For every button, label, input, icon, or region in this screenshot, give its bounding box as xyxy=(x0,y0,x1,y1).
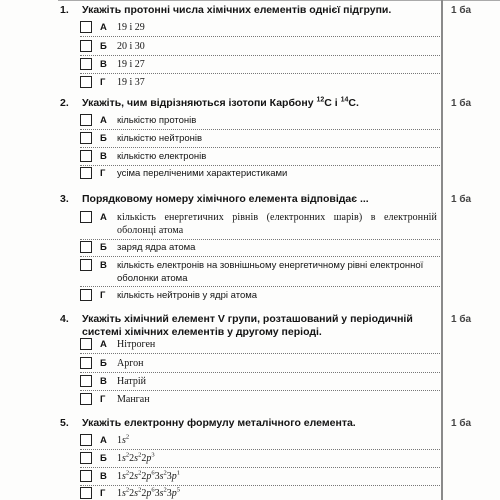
option-letter: А xyxy=(100,435,107,446)
option-text: Нітроген xyxy=(117,339,156,350)
option-text: Манган xyxy=(117,394,150,405)
option-letter: В xyxy=(100,260,107,271)
answer-checkbox[interactable] xyxy=(80,452,92,464)
option-text: 19 і 27 xyxy=(117,59,145,70)
option-letter: В xyxy=(100,471,107,482)
option-separator xyxy=(80,467,440,468)
question-text: Укажіть електронну формулу металічного елемента. xyxy=(82,417,356,429)
option-text: кількість нейтронів у ядрі атома xyxy=(117,290,258,301)
answer-checkbox[interactable] xyxy=(80,259,92,271)
option-text: кількістю нейтронів xyxy=(117,133,203,144)
option-separator xyxy=(80,129,440,130)
question-points: 1 ба xyxy=(451,98,472,109)
answer-checkbox[interactable] xyxy=(80,434,92,446)
answer-checkbox[interactable] xyxy=(80,357,92,369)
option-letter: Б xyxy=(100,133,107,144)
option-letter: А xyxy=(100,212,107,223)
answer-checkbox[interactable] xyxy=(80,150,92,162)
question-text: Укажіть протонні числа хімічних елементів однієї підгрупи. xyxy=(82,4,392,16)
option-letter: Г xyxy=(100,168,106,179)
option-separator xyxy=(80,55,440,56)
question-number: 4. xyxy=(60,313,69,325)
option-separator xyxy=(80,372,440,373)
option-separator xyxy=(80,239,440,240)
question-text: Укажіть, чим відрізняються ізотопи Карбону $^{12}$C і $^{14}$C. xyxy=(82,96,359,109)
option-text: 20 і 30 xyxy=(117,41,145,52)
option-text: 19 і 29 xyxy=(117,22,145,33)
question-points: 1 ба xyxy=(451,418,472,429)
option-letter: Б xyxy=(100,358,107,369)
points-column-divider xyxy=(441,0,443,500)
question-text: Порядковому номеру хімічного елемента відповідає ... xyxy=(82,193,369,205)
question-points: 1 ба xyxy=(451,5,472,16)
option-letter: Г xyxy=(100,290,106,301)
answer-checkbox[interactable] xyxy=(80,167,92,179)
option-letter: Г xyxy=(100,77,106,88)
option-separator xyxy=(80,286,440,287)
question-number: 1. xyxy=(60,4,69,16)
option-text: Натрій xyxy=(117,376,147,387)
option-letter: А xyxy=(100,22,107,33)
question-text: Укажіть хімічний елемент V групи, розташований у періодичній системі хімічних елементів у другому періоді. xyxy=(82,313,413,338)
option-letter: В xyxy=(100,59,107,70)
electron-formula: $1s^22s^22p^3$ xyxy=(117,451,155,464)
answer-checkbox[interactable] xyxy=(80,114,92,126)
option-separator xyxy=(80,36,440,37)
option-letter: А xyxy=(100,339,107,350)
option-separator xyxy=(80,165,440,166)
electron-formula: $1s^2$ xyxy=(117,433,130,446)
answer-checkbox[interactable] xyxy=(80,289,92,301)
answer-checkbox[interactable] xyxy=(80,21,92,33)
option-letter: Б xyxy=(100,453,107,464)
option-text: Аргон xyxy=(117,358,144,369)
answer-checkbox[interactable] xyxy=(80,58,92,70)
answer-checkbox[interactable] xyxy=(80,241,92,253)
option-letter: Г xyxy=(100,394,106,405)
answer-checkbox[interactable] xyxy=(80,211,92,223)
question-number: 3. xyxy=(60,193,69,205)
option-separator xyxy=(80,353,440,354)
answer-checkbox[interactable] xyxy=(80,76,92,88)
option-letter: А xyxy=(100,115,107,126)
answer-checkbox[interactable] xyxy=(80,470,92,482)
answer-checkbox[interactable] xyxy=(80,487,92,499)
question-points: 1 ба xyxy=(451,194,472,205)
option-letter: В xyxy=(100,376,107,387)
electron-formula: $1s^22s^22p^63s^23p^5$ xyxy=(117,486,180,499)
option-text: кількість електронів на зовнішньому енергетичному рівні електронної оболонки атома xyxy=(117,260,424,284)
question-number: 2. xyxy=(60,97,69,109)
option-text: кількістю протонів xyxy=(117,115,197,126)
option-separator xyxy=(80,449,440,450)
electron-formula: $1s^22s^22p^63s^23p^1$ xyxy=(117,469,180,482)
answer-checkbox[interactable] xyxy=(80,393,92,405)
question-number: 5. xyxy=(60,417,69,429)
option-separator xyxy=(80,390,440,391)
option-separator xyxy=(80,256,440,257)
option-letter: Б xyxy=(100,41,107,52)
question-points: 1 ба xyxy=(451,314,472,325)
option-separator xyxy=(80,147,440,148)
option-letter: Б xyxy=(100,242,107,253)
option-text: кількість енергетичних рівнів (електронних шарів) в електронній оболонці атома xyxy=(117,212,437,236)
option-letter: Г xyxy=(100,488,106,499)
option-text: усіма переліченими характеристиками xyxy=(117,168,288,179)
answer-checkbox[interactable] xyxy=(80,132,92,144)
answer-checkbox[interactable] xyxy=(80,375,92,387)
option-text: заряд ядра атома xyxy=(117,242,196,253)
answer-checkbox[interactable] xyxy=(80,338,92,350)
top-rule xyxy=(58,0,500,1)
option-letter: В xyxy=(100,151,107,162)
option-separator xyxy=(80,73,440,74)
option-separator xyxy=(80,485,440,486)
option-text: 19 і 37 xyxy=(117,77,145,88)
answer-checkbox[interactable] xyxy=(80,40,92,52)
option-text: кількістю електронів xyxy=(117,151,207,162)
